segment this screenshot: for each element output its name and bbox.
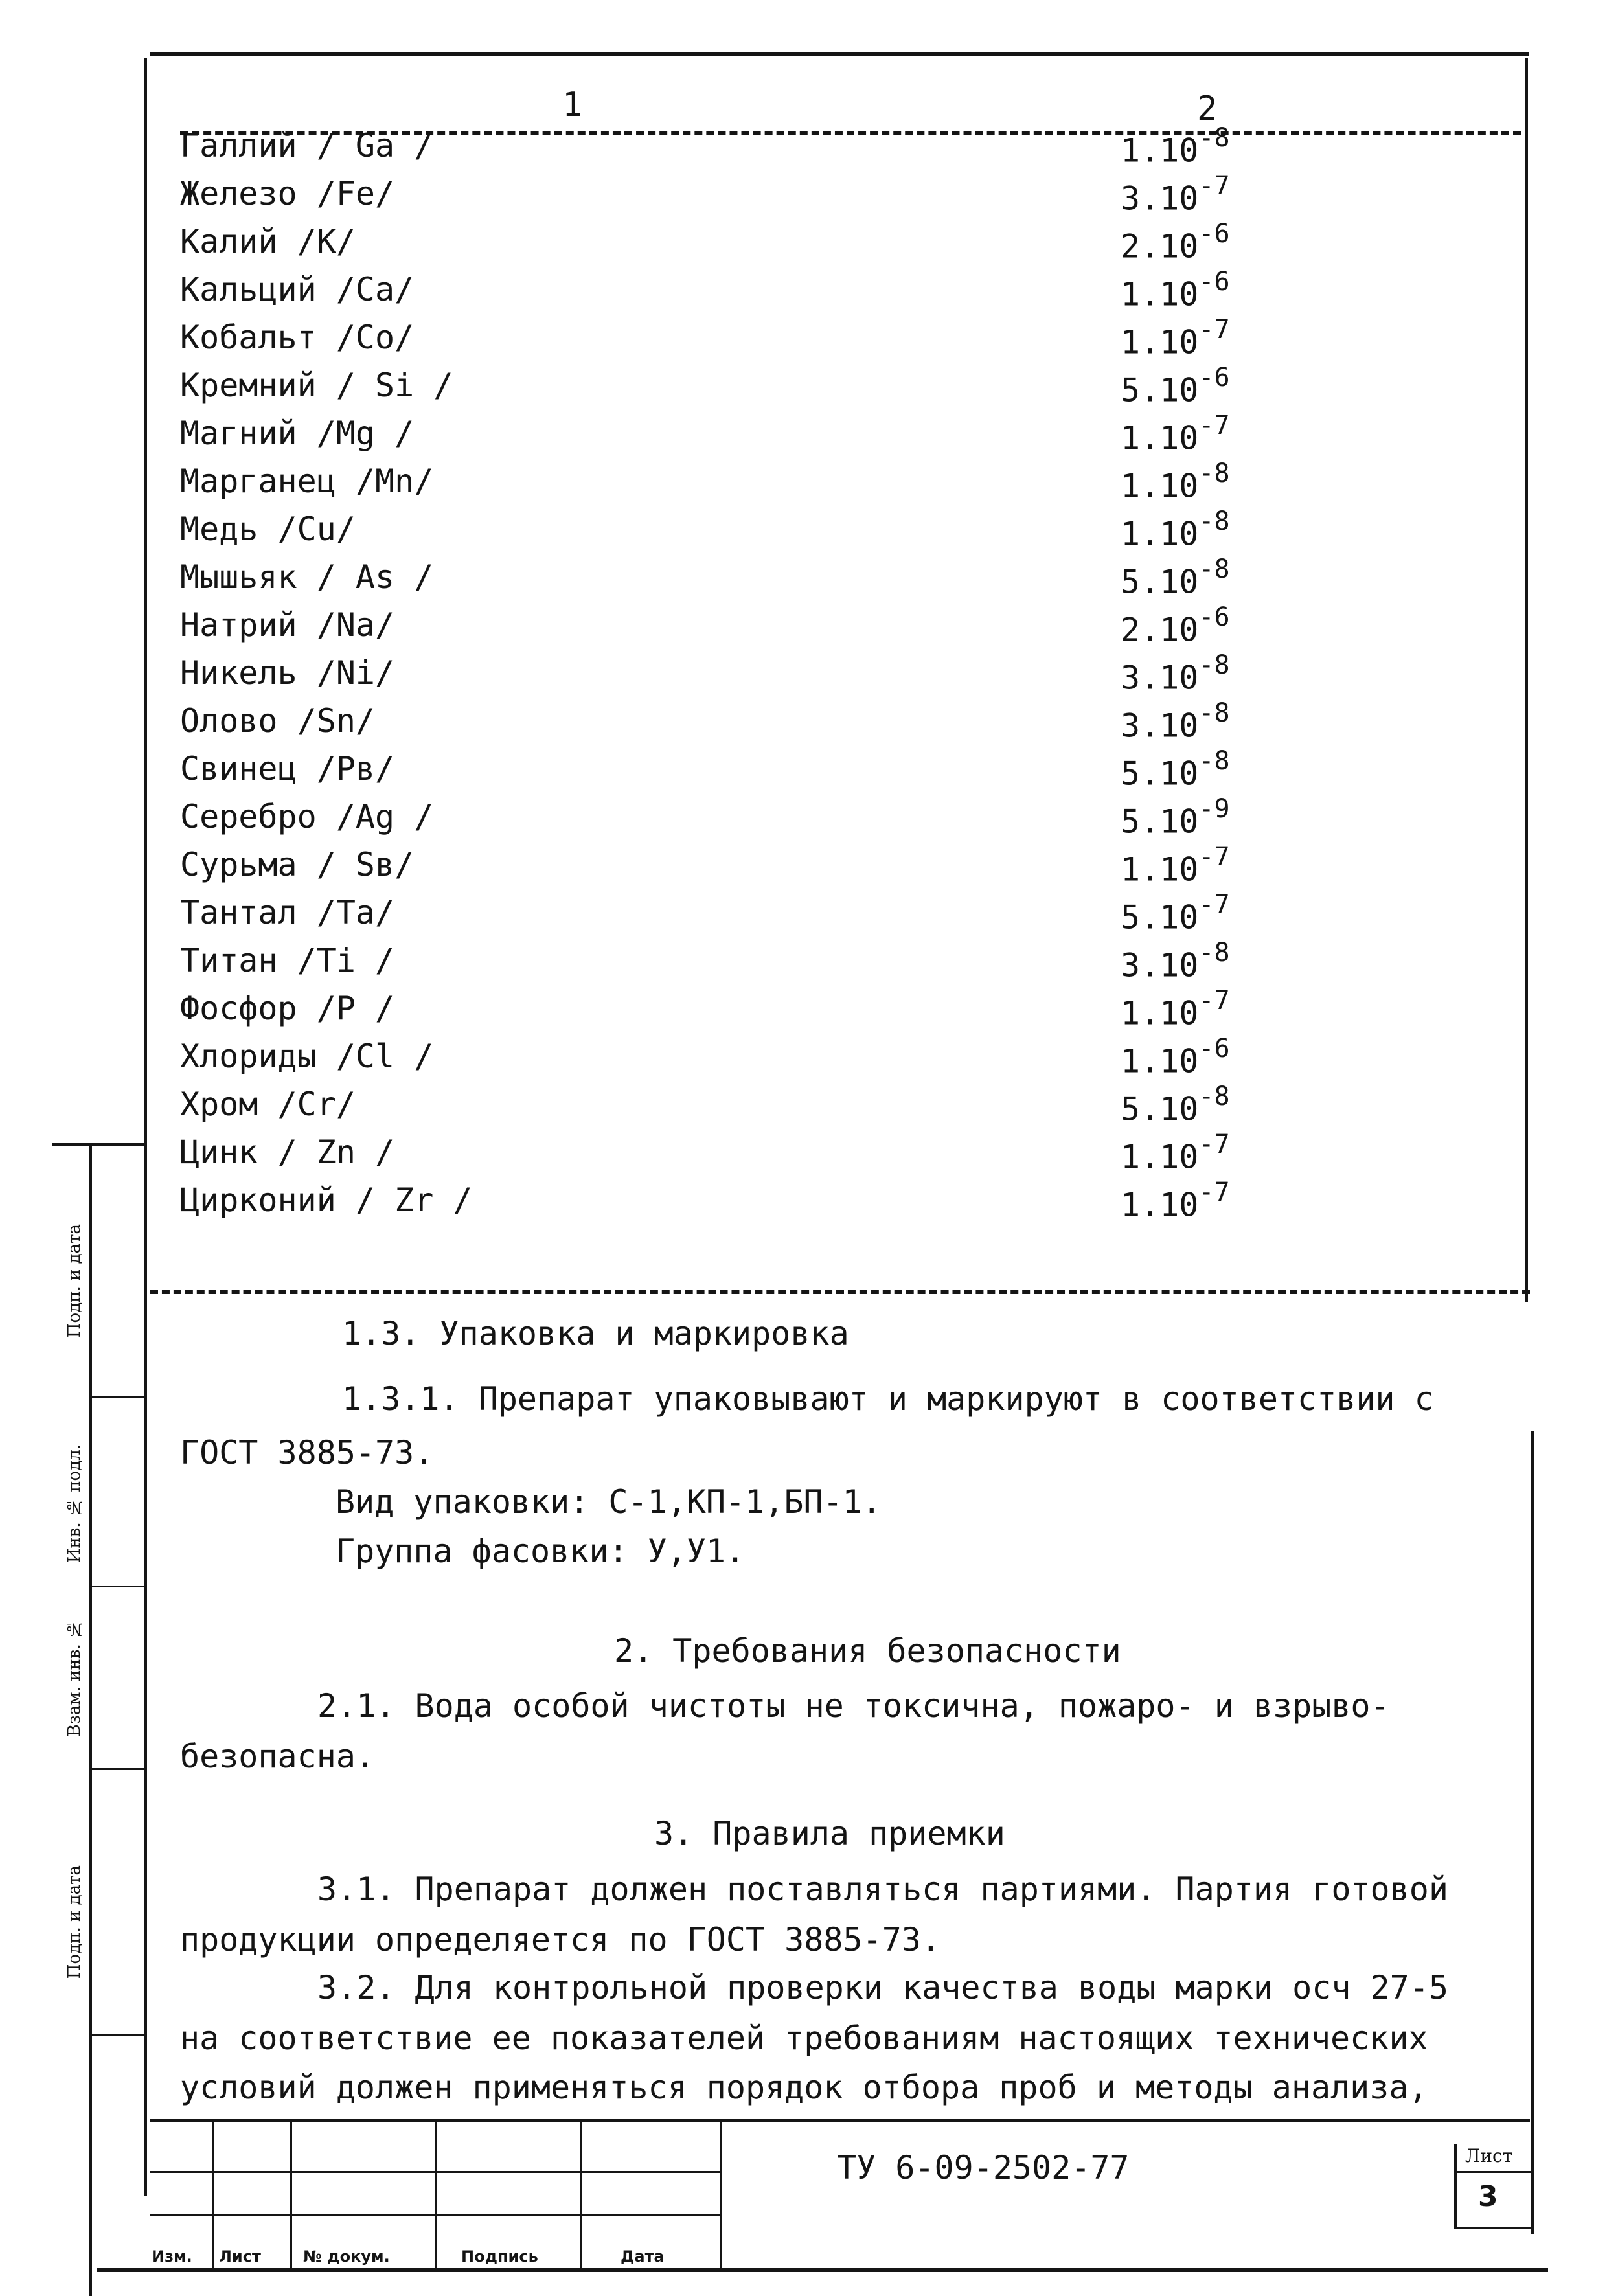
element-name: Кальций /Ca/ bbox=[180, 271, 415, 308]
side-box-divider-2 bbox=[91, 1586, 146, 1587]
tb-col-sep-5 bbox=[720, 2120, 722, 2268]
table-end-dashed-line bbox=[150, 1290, 1530, 1294]
top-border bbox=[150, 52, 1529, 56]
element-name: Серебро /Ag / bbox=[180, 798, 434, 835]
tb-sheet-label: Лист bbox=[1465, 2145, 1513, 2166]
concentration-value bbox=[1121, 650, 1230, 697]
section-3-2-line2: на соответствие ее показателей требованиям настоящих технических bbox=[180, 2019, 1428, 2057]
tb-sheet-box-divider bbox=[1454, 2171, 1532, 2173]
value-mantissa: 3.10 bbox=[1121, 659, 1199, 697]
value-exponent: -7 bbox=[1198, 842, 1230, 872]
value-exponent: -6 bbox=[1198, 602, 1230, 632]
value-mantissa: 1.10 bbox=[1121, 131, 1199, 170]
table-row bbox=[180, 938, 1424, 990]
value-exponent: -8 bbox=[1198, 746, 1230, 776]
element-name: Магний /Mg / bbox=[180, 415, 415, 452]
element-name: Никель /Ni/ bbox=[180, 654, 395, 692]
table-row bbox=[180, 267, 1424, 319]
table-row bbox=[180, 890, 1424, 942]
element-name: Кобальт /Co/ bbox=[180, 319, 415, 356]
concentration-value bbox=[1121, 363, 1230, 409]
right-border-upper bbox=[1525, 58, 1528, 1302]
tb-col-sep-1 bbox=[212, 2120, 214, 2268]
value-mantissa: 1.10 bbox=[1121, 323, 1199, 361]
element-name: Сурьма / Sв/ bbox=[180, 846, 415, 883]
table-row bbox=[180, 1082, 1424, 1133]
concentration-value bbox=[1121, 746, 1230, 793]
value-exponent: -8 bbox=[1198, 506, 1230, 536]
concentration-value bbox=[1121, 986, 1230, 1032]
section-3-1-line1: 3.1. Препарат должен поставляться партиями. Партия готовой bbox=[317, 1870, 1448, 1908]
bottom-border bbox=[97, 2268, 1548, 2272]
section-3-2-line1: 3.2. Для контрольной проверки качества воды марки осч 27-5 bbox=[317, 1969, 1448, 2006]
concentration-value bbox=[1121, 602, 1230, 649]
value-mantissa: 1.10 bbox=[1121, 515, 1199, 553]
section-3-2-line3: условий должен применяться порядок отбора проб и методы анализа, bbox=[180, 2069, 1428, 2106]
table-row bbox=[180, 506, 1424, 558]
packing-type: Вид упаковки: С-1,КП-1,БП-1. bbox=[336, 1483, 882, 1521]
value-exponent: -7 bbox=[1198, 986, 1230, 1016]
element-name: Цирконий / Zr / bbox=[180, 1181, 473, 1219]
tb-sheet-number: 3 bbox=[1478, 2180, 1498, 2213]
value-exponent: -9 bbox=[1198, 794, 1230, 824]
value-mantissa: 5.10 bbox=[1121, 371, 1199, 409]
side-box-divider-1 bbox=[91, 1396, 146, 1398]
table-row bbox=[180, 602, 1424, 654]
value-exponent: -7 bbox=[1198, 315, 1230, 345]
concentration-value bbox=[1121, 890, 1230, 937]
section-1-3-1-line1: 1.3.1. Препарат упаковывают и маркируют в соответствии с bbox=[342, 1380, 1434, 1418]
value-mantissa: 1.10 bbox=[1121, 1042, 1199, 1080]
value-exponent: -8 bbox=[1198, 554, 1230, 584]
element-name: Кремний / Si / bbox=[180, 367, 453, 404]
concentration-value bbox=[1121, 842, 1230, 889]
table-row bbox=[180, 554, 1424, 606]
concentration-value bbox=[1121, 1034, 1230, 1080]
value-exponent: -8 bbox=[1198, 459, 1230, 488]
value-exponent: -7 bbox=[1198, 890, 1230, 920]
side-label-sign-date-bottom: Подп. и дата bbox=[65, 1865, 84, 1979]
value-mantissa: 1.10 bbox=[1121, 994, 1199, 1032]
table-row bbox=[180, 363, 1424, 415]
value-exponent: -7 bbox=[1198, 171, 1230, 201]
element-name: Натрий /Na/ bbox=[180, 606, 395, 644]
table-row bbox=[180, 219, 1424, 271]
side-box-left bbox=[89, 1143, 92, 2296]
element-name: Хром /Cr/ bbox=[180, 1085, 356, 1123]
element-name: Олово /Sn/ bbox=[180, 702, 376, 740]
value-mantissa: 1.10 bbox=[1121, 1186, 1199, 1224]
tb-label-sheet: Лист bbox=[219, 2247, 261, 2266]
left-border bbox=[144, 58, 147, 2196]
element-name: Хлориды /Cl / bbox=[180, 1038, 434, 1075]
section-3-1-line2: продукции определяется по ГОСТ 3885-73. bbox=[180, 1921, 940, 1959]
element-name: Фосфор /P / bbox=[180, 990, 395, 1027]
tb-col-sep-2 bbox=[290, 2120, 292, 2268]
value-mantissa: 3.10 bbox=[1121, 946, 1199, 984]
value-exponent: -7 bbox=[1198, 411, 1230, 440]
packing-group: Группа фасовки: У,У1. bbox=[336, 1532, 746, 1570]
element-name: Мышьяк / As / bbox=[180, 558, 434, 596]
concentration-value bbox=[1121, 315, 1230, 361]
concentration-value bbox=[1121, 1082, 1230, 1128]
value-exponent: -6 bbox=[1198, 267, 1230, 297]
value-mantissa: 2.10 bbox=[1121, 227, 1199, 266]
concentration-value bbox=[1121, 1177, 1230, 1224]
tb-label-date: Дата bbox=[621, 2247, 665, 2266]
right-border-lower bbox=[1531, 1431, 1534, 2234]
section-3-title: 3. Правила приемки bbox=[654, 1815, 1005, 1852]
table-row bbox=[180, 794, 1424, 846]
concentration-value bbox=[1121, 123, 1230, 170]
side-box-top bbox=[52, 1143, 146, 1146]
table-row bbox=[180, 1130, 1424, 1181]
concentration-value bbox=[1121, 459, 1230, 505]
element-name: Медь /Cu/ bbox=[180, 510, 356, 548]
value-exponent: -8 bbox=[1198, 123, 1230, 153]
side-box-divider-4 bbox=[91, 2034, 146, 2036]
element-name: Титан /Ti / bbox=[180, 942, 395, 979]
tb-sheet-box-left bbox=[1454, 2144, 1457, 2228]
table-row bbox=[180, 842, 1424, 894]
value-exponent: -6 bbox=[1198, 363, 1230, 392]
concentration-value bbox=[1121, 698, 1230, 745]
concentration-value bbox=[1121, 219, 1230, 266]
element-name: Калий /К/ bbox=[180, 223, 356, 260]
table-row bbox=[180, 171, 1424, 223]
concentration-value bbox=[1121, 1130, 1230, 1176]
value-exponent: -8 bbox=[1198, 938, 1230, 968]
table-row bbox=[180, 698, 1424, 750]
title-block-top bbox=[150, 2119, 1530, 2122]
value-mantissa: 5.10 bbox=[1121, 802, 1199, 841]
section-1-3-title: 1.3. Упаковка и маркировка bbox=[342, 1315, 849, 1352]
value-mantissa: 5.10 bbox=[1121, 563, 1199, 601]
element-name: Железо /Fe/ bbox=[180, 175, 395, 212]
tb-col-sep-3 bbox=[435, 2120, 437, 2268]
value-mantissa: 5.10 bbox=[1121, 1090, 1199, 1128]
tb-label-doc-no: № докум. bbox=[303, 2247, 390, 2266]
element-name: Цинк / Zn / bbox=[180, 1133, 395, 1171]
concentration-value bbox=[1121, 554, 1230, 601]
concentration-value bbox=[1121, 506, 1230, 553]
section-2-title: 2. Требования безопасности bbox=[614, 1632, 1121, 1670]
value-exponent: -6 bbox=[1198, 1034, 1230, 1063]
side-box-divider-3 bbox=[91, 1768, 146, 1770]
table-row bbox=[180, 650, 1424, 702]
concentration-value bbox=[1121, 938, 1230, 984]
element-name: Галлий / Ga / bbox=[180, 127, 434, 165]
concentration-value bbox=[1121, 794, 1230, 841]
value-mantissa: 1.10 bbox=[1121, 467, 1199, 505]
section-1-3-1-line2: ГОСТ 3885-73. bbox=[180, 1434, 434, 1472]
element-name: Тантал /Ta/ bbox=[180, 894, 395, 931]
value-mantissa: 5.10 bbox=[1121, 898, 1199, 937]
side-label-exch-inv: Взам. инв. № bbox=[65, 1619, 84, 1737]
table-row bbox=[180, 123, 1424, 175]
value-exponent: -7 bbox=[1198, 1130, 1230, 1159]
concentration-value bbox=[1121, 411, 1230, 457]
table-row bbox=[180, 1034, 1424, 1085]
value-mantissa: 5.10 bbox=[1121, 755, 1199, 793]
value-exponent: -6 bbox=[1198, 219, 1230, 249]
section-2-1-line2: безопасна. bbox=[180, 1738, 376, 1775]
value-exponent: -7 bbox=[1198, 1177, 1230, 1207]
value-mantissa: 1.10 bbox=[1121, 419, 1199, 457]
value-mantissa: 1.10 bbox=[1121, 1138, 1199, 1176]
value-mantissa: 3.10 bbox=[1121, 707, 1199, 745]
section-2-1-line1: 2.1. Вода особой чистоты не токсична, пожаро- и взрыво- bbox=[317, 1687, 1390, 1725]
value-exponent: -8 bbox=[1198, 698, 1230, 728]
value-mantissa: 2.10 bbox=[1121, 611, 1199, 649]
value-mantissa: 1.10 bbox=[1121, 850, 1199, 889]
tb-label-change: Изм. bbox=[152, 2247, 192, 2266]
concentration-value bbox=[1121, 267, 1230, 313]
table-row bbox=[180, 459, 1424, 510]
side-label-inv-orig: Инв. № подл. bbox=[65, 1444, 84, 1563]
tb-col-sep-4 bbox=[580, 2120, 582, 2268]
column-1-header: 1 bbox=[562, 85, 583, 124]
table-row bbox=[180, 1177, 1424, 1229]
element-name: Марганец /Mn/ bbox=[180, 462, 434, 500]
value-mantissa: 3.10 bbox=[1121, 179, 1199, 218]
tb-sheet-box-bottom bbox=[1454, 2227, 1532, 2229]
table-row bbox=[180, 411, 1424, 462]
column-2-header: 2 bbox=[1197, 89, 1218, 128]
element-name: Свинец /Pв/ bbox=[180, 750, 395, 788]
table-row bbox=[180, 315, 1424, 367]
concentration-value bbox=[1121, 171, 1230, 218]
value-mantissa: 1.10 bbox=[1121, 275, 1199, 313]
side-label-sign-date-top: Подп. и дата bbox=[65, 1224, 84, 1338]
document-code: ТУ 6-09-2502-77 bbox=[837, 2149, 1130, 2187]
value-exponent: -8 bbox=[1198, 1082, 1230, 1111]
tb-label-signature: Подпись bbox=[461, 2247, 538, 2266]
table-row bbox=[180, 746, 1424, 798]
table-row bbox=[180, 986, 1424, 1038]
value-exponent: -8 bbox=[1198, 650, 1230, 680]
